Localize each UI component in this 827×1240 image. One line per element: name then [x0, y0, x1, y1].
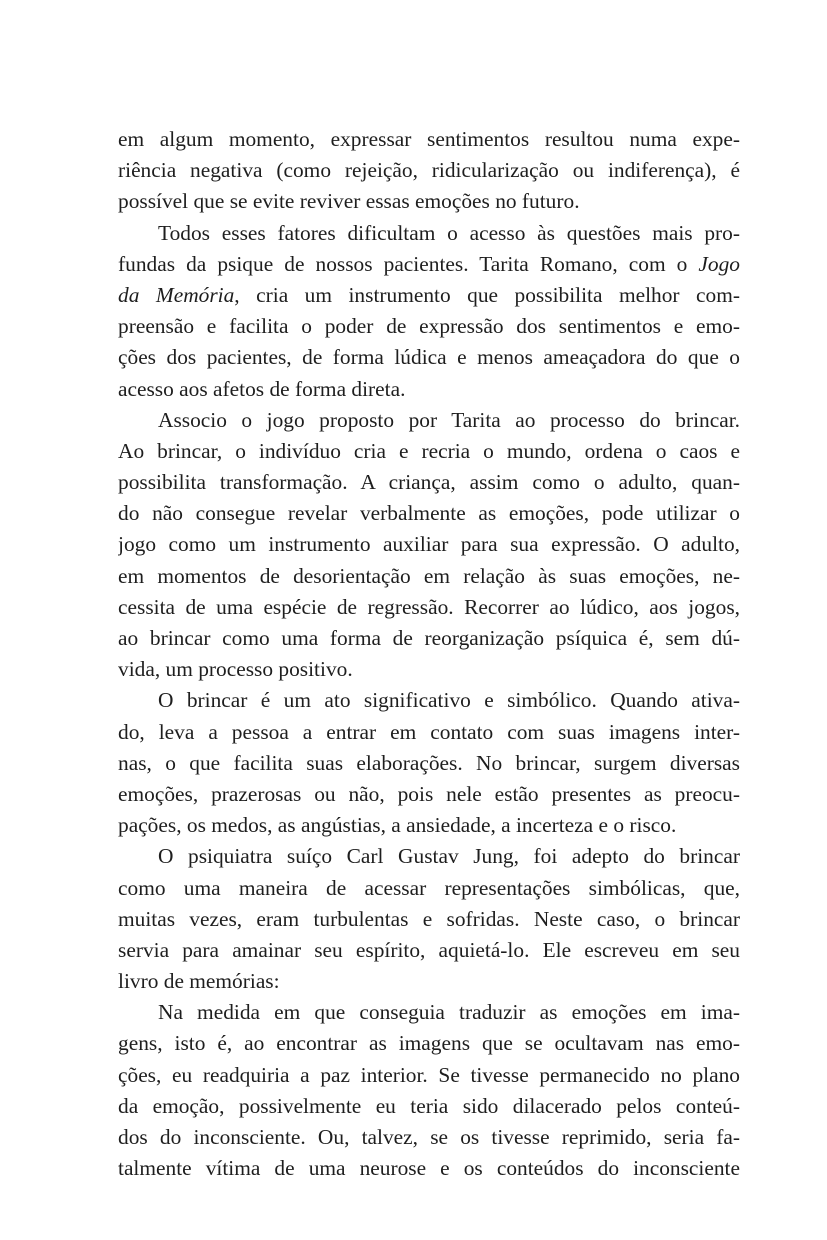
text-line: [118, 342, 740, 373]
line-text: emoções, prazerosas ou não, pois nele estão presentes as preocu-: [118, 781, 740, 806]
text-line: [118, 280, 740, 311]
line-text: acesso aos afetos de forma direta.: [118, 376, 406, 401]
text-line: [118, 717, 740, 748]
paragraph: [118, 841, 740, 997]
line-text: , cria um instrumento que possibilita melhor com-: [234, 282, 740, 307]
line-text: ao brincar como uma forma de reorganização psíquica é, sem dú-: [118, 626, 740, 650]
line-text: Associo o jogo proposto por Tarita ao processo do brincar.: [158, 407, 740, 432]
paragraph: [118, 685, 740, 841]
text-line: [118, 966, 740, 997]
text-line: [118, 529, 740, 560]
text-line: [118, 311, 740, 342]
paragraph: [118, 997, 740, 1184]
text-line: [118, 685, 740, 716]
text-line: [118, 997, 740, 1028]
line-text: do não consegue revelar verbalmente as emoções, pode utilizar o: [118, 501, 740, 526]
text-line: [118, 1122, 740, 1153]
text-line: [118, 654, 740, 685]
italic-title-text: da Memória: [118, 282, 235, 307]
line-text: Na medida em que conseguia traduzir as emoções em ima-: [158, 1000, 740, 1025]
line-text: talmente vítima de uma neurose e os conteúdos do inconsciente: [118, 1156, 740, 1181]
line-text: ções, eu readquiria a paz interior. Se tivesse permanecido no plano: [118, 1062, 740, 1087]
line-text: muitas vezes, eram turbulentas e sofridas. Neste caso, o brincar: [118, 906, 740, 931]
line-text: servia para amainar seu espírito, aquietá-lo. Ele escreveu em seu: [118, 937, 740, 962]
line-text: possibilita transformação. A criança, assim como o adulto, quan-: [118, 470, 740, 495]
line-text: do, leva a pessoa a entrar em contato com suas imagens inter-: [118, 719, 740, 744]
line-text: em momentos de desorientação em relação às suas emoções, ne-: [118, 563, 740, 588]
text-line: [118, 935, 740, 966]
text-line: [118, 904, 740, 935]
text-line: [118, 1153, 740, 1184]
line-text: riência negativa (como rejeição, ridicularização ou indiferença), é: [118, 158, 740, 183]
text-line: [118, 1091, 740, 1122]
text-line: [118, 436, 740, 467]
paragraph: [118, 124, 740, 218]
text-line: [118, 623, 740, 654]
text-line: [118, 841, 740, 872]
text-line: [118, 155, 740, 186]
text-line: [118, 1028, 740, 1059]
line-text: O brincar é um ato significativo e simbólico. Quando ativa-: [158, 688, 740, 713]
text-line: [118, 374, 740, 405]
text-line: [118, 1060, 740, 1091]
text-line: [118, 873, 740, 904]
text-line: [118, 779, 740, 810]
line-text: pações, os medos, as angústias, a ansiedade, a incerteza e o risco.: [118, 813, 677, 838]
italic-title-text: Jogo: [698, 251, 740, 276]
line-text: preensão e facilita o poder de expressão dos sentimentos e emo-: [118, 314, 740, 339]
text-line: [118, 124, 740, 155]
text-line: [118, 405, 740, 436]
line-text: gens, isto é, ao encontrar as imagens que se ocultavam nas emo-: [118, 1031, 740, 1056]
text-line: [118, 810, 740, 841]
text-line: [118, 748, 740, 779]
paragraph: [118, 218, 740, 405]
line-text: dos do inconsciente. Ou, talvez, se os tivesse reprimido, seria fa-: [118, 1125, 740, 1149]
line-text: nas, o que facilita suas elaborações. No brincar, surgem diversas: [118, 750, 740, 775]
text-line: [118, 561, 740, 592]
text-line: [118, 592, 740, 623]
line-text: livro de memórias:: [118, 969, 280, 994]
text-line: [118, 218, 740, 249]
line-text: Ao brincar, o indivíduo cria e recria o mundo, ordena o caos e: [118, 438, 740, 463]
line-text: como uma maneira de acessar representações simbólicas, que,: [118, 875, 740, 900]
text-line: [118, 467, 740, 498]
line-text: jogo como um instrumento auxiliar para sua expressão. O adulto,: [118, 532, 740, 557]
line-text: fundas da psique de nossos pacientes. Tarita Romano, com o: [118, 251, 699, 276]
text-line: [118, 249, 740, 280]
text-line: [118, 498, 740, 529]
line-text: vida, um processo positivo.: [118, 657, 353, 682]
page-body: [118, 124, 740, 1184]
line-text: em algum momento, expressar sentimentos resultou numa expe-: [118, 127, 740, 151]
paragraph: [118, 405, 740, 686]
text-line: [118, 186, 740, 217]
line-text: da emoção, possivelmente eu teria sido dilacerado pelos conteú-: [118, 1093, 740, 1118]
line-text: ções dos pacientes, de forma lúdica e menos ameaçadora do que o: [118, 345, 740, 370]
line-text: Todos esses fatores dificultam o acesso às questões mais pro-: [158, 220, 740, 245]
line-text: O psiquiatra suíço Carl Gustav Jung, foi adepto do brincar: [158, 844, 740, 869]
line-text: possível que se evite reviver essas emoções no futuro.: [118, 189, 580, 214]
line-text: cessita de uma espécie de regressão. Recorrer ao lúdico, aos jogos,: [118, 594, 740, 619]
